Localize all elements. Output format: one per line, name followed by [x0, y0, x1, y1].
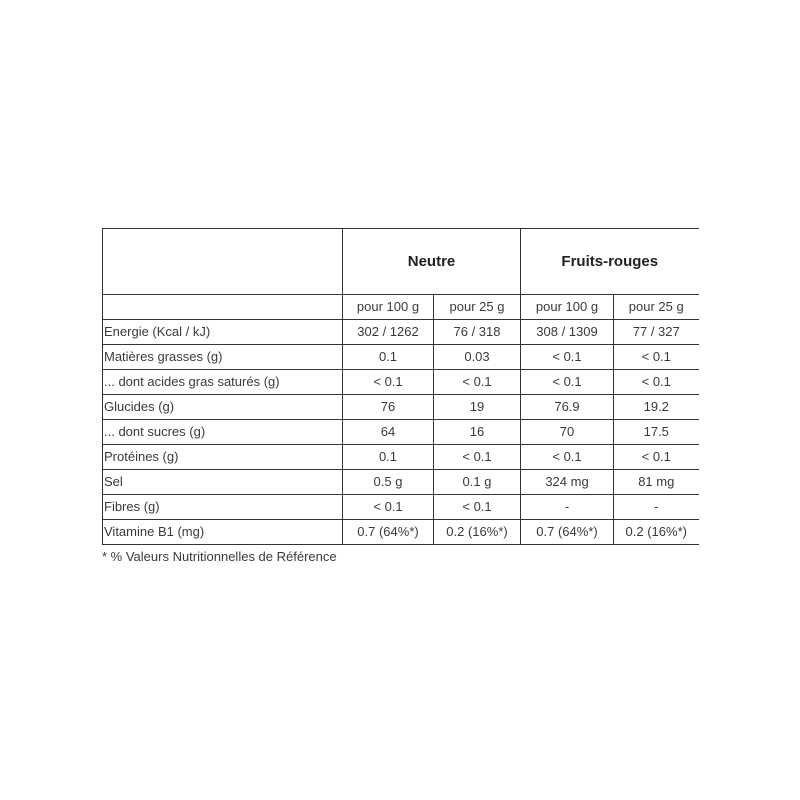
- value-cell: < 0.1: [614, 445, 699, 470]
- value-cell: < 0.1: [434, 445, 521, 470]
- unit-empty-cell: [103, 295, 343, 320]
- table-row: [103, 395, 699, 420]
- value-cell: 76: [343, 395, 434, 420]
- value-cell: 308 / 1309: [521, 320, 614, 345]
- row-label: ... dont sucres (g): [103, 420, 343, 445]
- table-row: [103, 470, 699, 495]
- table-header-row: [103, 229, 699, 295]
- header-empty-cell: [103, 229, 343, 295]
- row-label: Glucides (g): [103, 395, 343, 420]
- value-cell: < 0.1: [434, 370, 521, 395]
- header-fruits-rouges: Fruits-rouges: [521, 229, 699, 295]
- header-neutre: Neutre: [343, 229, 521, 295]
- value-cell: 0.2 (16%*): [434, 520, 521, 545]
- table-row: [103, 345, 699, 370]
- table-row: [103, 445, 699, 470]
- row-label: Vitamine B1 (mg): [103, 520, 343, 545]
- row-label: ... dont acides gras saturés (g): [103, 370, 343, 395]
- value-cell: 81 mg: [614, 470, 699, 495]
- value-cell: < 0.1: [614, 370, 699, 395]
- value-cell: < 0.1: [521, 370, 614, 395]
- unit-cell: pour 25 g: [614, 295, 699, 320]
- table-row: [103, 320, 699, 345]
- unit-cell: pour 100 g: [343, 295, 434, 320]
- nutrition-table: [102, 228, 699, 545]
- table-row: [103, 420, 699, 445]
- row-label: Sel: [103, 470, 343, 495]
- value-cell: 0.7 (64%*): [521, 520, 614, 545]
- value-cell: < 0.1: [521, 345, 614, 370]
- value-cell: 0.1: [343, 445, 434, 470]
- value-cell: < 0.1: [434, 495, 521, 520]
- table-row: [103, 495, 699, 520]
- value-cell: 17.5: [614, 420, 699, 445]
- row-label: Fibres (g): [103, 495, 343, 520]
- value-cell: 76.9: [521, 395, 614, 420]
- table-row: [103, 370, 699, 395]
- value-cell: 0.03: [434, 345, 521, 370]
- value-cell: 0.7 (64%*): [343, 520, 434, 545]
- value-cell: < 0.1: [343, 495, 434, 520]
- value-cell: -: [614, 495, 699, 520]
- row-label: Protéines (g): [103, 445, 343, 470]
- unit-cell: pour 25 g: [434, 295, 521, 320]
- footnote: * % Valeurs Nutritionnelles de Référence: [102, 549, 337, 564]
- value-cell: 76 / 318: [434, 320, 521, 345]
- value-cell: 0.1: [343, 345, 434, 370]
- table-row: [103, 520, 699, 545]
- value-cell: 77 / 327: [614, 320, 699, 345]
- value-cell: -: [521, 495, 614, 520]
- value-cell: 70: [521, 420, 614, 445]
- value-cell: 0.1 g: [434, 470, 521, 495]
- row-label: Matières grasses (g): [103, 345, 343, 370]
- value-cell: 16: [434, 420, 521, 445]
- unit-cell: pour 100 g: [521, 295, 614, 320]
- value-cell: < 0.1: [343, 370, 434, 395]
- unit-row: [103, 295, 699, 320]
- value-cell: < 0.1: [521, 445, 614, 470]
- value-cell: 19.2: [614, 395, 699, 420]
- value-cell: 324 mg: [521, 470, 614, 495]
- value-cell: 302 / 1262: [343, 320, 434, 345]
- value-cell: < 0.1: [614, 345, 699, 370]
- nutrition-table-container: [102, 228, 699, 564]
- value-cell: 64: [343, 420, 434, 445]
- value-cell: 19: [434, 395, 521, 420]
- value-cell: 0.2 (16%*): [614, 520, 699, 545]
- row-label: Energie (Kcal / kJ): [103, 320, 343, 345]
- value-cell: 0.5 g: [343, 470, 434, 495]
